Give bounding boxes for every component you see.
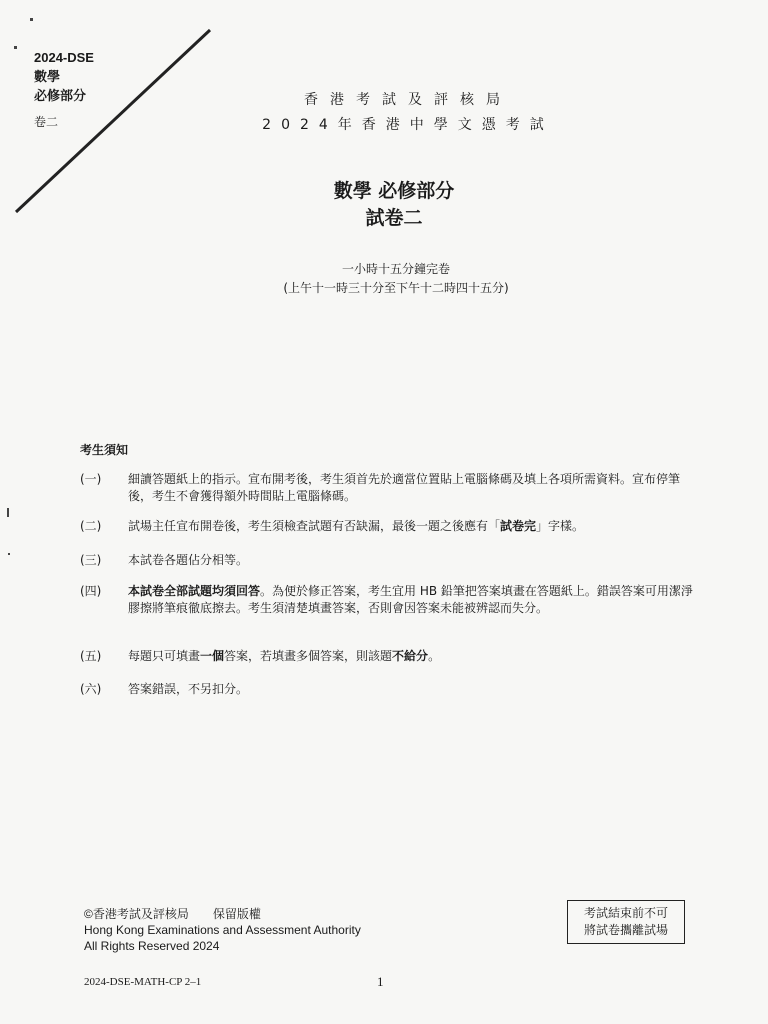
exam-duration: 一小時十五分鐘完卷 [341, 262, 450, 276]
copyright-line: All Rights Reserved 2024 [84, 939, 220, 953]
instruction-item [80, 471, 700, 505]
exam-name: 2024年香港中學文憑考試 [262, 117, 554, 133]
instruction-item [80, 648, 700, 665]
instruction-text: 答案錯誤，不另扣分。 [128, 682, 249, 696]
scan-speck [8, 553, 10, 555]
notice-line: 考試結束前不可 [583, 906, 668, 920]
emphasis-text: 一個 [200, 649, 225, 663]
corner-paper: 卷二 [34, 115, 59, 129]
instruction-number: (四) [80, 584, 102, 598]
instruction-item [80, 583, 700, 617]
page-number: 1 [377, 974, 384, 989]
instruction-item [80, 518, 700, 535]
copyright-line: ©香港考試及評核局 保留版權 [84, 907, 261, 921]
corner-subject: 數學 [34, 69, 61, 84]
emphasis-text: 本試卷全部試題均須回答 [128, 584, 261, 598]
instruction-text: 細讀答題紙上的指示。宣布開考後，考生須首先於適當位置貼上電腦條碼及填上各項所需資料。宣布停筆後，考生不會獲得額外時間貼上電腦條碼。 [128, 472, 681, 503]
instruction-number: (五) [80, 649, 102, 663]
exam-time: (上午十一時三十分至下午十二時四十五分) [283, 281, 509, 295]
emphasis-text: 試卷完 [500, 519, 537, 533]
instruction-item [80, 681, 700, 698]
paper-title: 數學 必修部分 [333, 180, 455, 202]
paper-code: 2024-DSE-MATH-CP 2–1 [84, 976, 202, 988]
instruction-text: 每題只可填畫一個答案，若填畫多個答案，則該題不給分。 [128, 649, 441, 663]
organization-name: 香港考試及評核局 [304, 92, 512, 108]
emphasis-text: 不給分 [392, 649, 429, 663]
corner-part: 必修部分 [34, 88, 87, 103]
instruction-number: (三) [80, 553, 102, 567]
instruction-number: (一) [80, 472, 102, 486]
scan-speck [30, 18, 33, 21]
instruction-number: (六) [80, 682, 102, 696]
scan-speck [14, 46, 17, 49]
copyright-line: Hong Kong Examinations and Assessment Authority [84, 923, 361, 937]
instruction-text: 試場主任宣布開卷後，考生須檢查試題有否缺漏，最後一題之後應有「試卷完」字樣。 [128, 519, 585, 533]
instruction-text: 本試卷全部試題均須回答。為便於修正答案，考生宜用 HB 鉛筆把答案填畫在答題紙上。錯誤答案可用潔淨膠擦將筆痕徹底擦去。考生須清楚填畫答案，否則會因答案未能被辨認而失分。 [128, 584, 693, 615]
instructions-heading: 考生須知 [80, 443, 129, 457]
corner-code: 2024-DSE [34, 50, 94, 65]
exam-notice-box [567, 900, 685, 944]
instruction-number: (二) [80, 519, 102, 533]
instruction-text: 本試卷各題佔分相等。 [128, 553, 249, 567]
instruction-item [80, 552, 700, 569]
paper-subtitle: 試卷二 [365, 207, 423, 229]
copyright-notice [84, 906, 361, 954]
scan-speck [7, 508, 9, 517]
notice-line: 將試卷攜離試場 [583, 923, 668, 937]
